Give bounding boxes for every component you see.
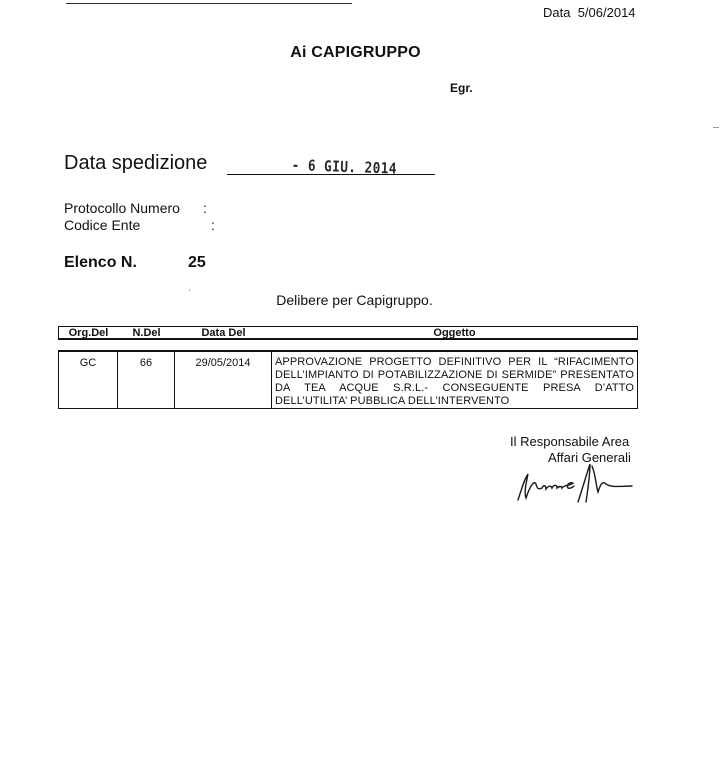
cell-org: GC bbox=[59, 352, 118, 408]
document-date bbox=[543, 5, 636, 20]
table-header bbox=[58, 326, 638, 340]
cell-date: 29/05/2014 bbox=[175, 352, 272, 408]
date-value: 5/06/2014 bbox=[577, 5, 636, 20]
handwritten-signature bbox=[510, 462, 640, 504]
table-caption: Delibere per Capigruppo. bbox=[276, 292, 433, 308]
entity-code-label: Codice Ente bbox=[64, 217, 141, 233]
edge-mark bbox=[713, 127, 719, 128]
salutation: Egr. bbox=[450, 81, 473, 95]
column-header-date: Data Del bbox=[201, 327, 246, 339]
list-label: Elenco N. bbox=[64, 254, 137, 271]
column-header-org: Org.Del bbox=[68, 327, 109, 339]
shipping-date-label: Data spedizione bbox=[64, 152, 208, 174]
recipient-heading: Ai CAPIGRUPPO bbox=[290, 44, 421, 61]
column-header-number: N.Del bbox=[132, 327, 161, 339]
table-row bbox=[58, 350, 638, 409]
cell-number: 66 bbox=[118, 352, 175, 408]
protocol-number-label: Protocollo Numero bbox=[64, 200, 180, 216]
top-rule bbox=[66, 3, 352, 4]
responsible-title-line1: Il Responsabile Area bbox=[510, 434, 630, 449]
column-header-subject: Oggetto bbox=[433, 327, 476, 339]
entity-code-colon: : bbox=[211, 217, 215, 233]
protocol-number-colon: : bbox=[203, 200, 207, 216]
cell-subject: APPROVAZIONE PROGETTO DEFINITIVO PER IL “RIFACIMENTO DELL’IMPIANTO DI POTABILIZZAZIONE DI SERMIDE” PRESENTATO DA TEA ACQUE S.R.L.- CONSEGUENTE PRESA D’ATTO DELL’UTILITA’ PUBBLICA DELL’INTERVENTO bbox=[275, 356, 634, 407]
date-label: Data bbox=[543, 5, 571, 20]
scan-speck bbox=[189, 289, 190, 291]
shipping-date-stamp: - 6 GIU. 2014 bbox=[291, 156, 398, 178]
responsible-title-line2: Affari Generali bbox=[548, 450, 631, 465]
list-number: 25 bbox=[188, 254, 206, 271]
